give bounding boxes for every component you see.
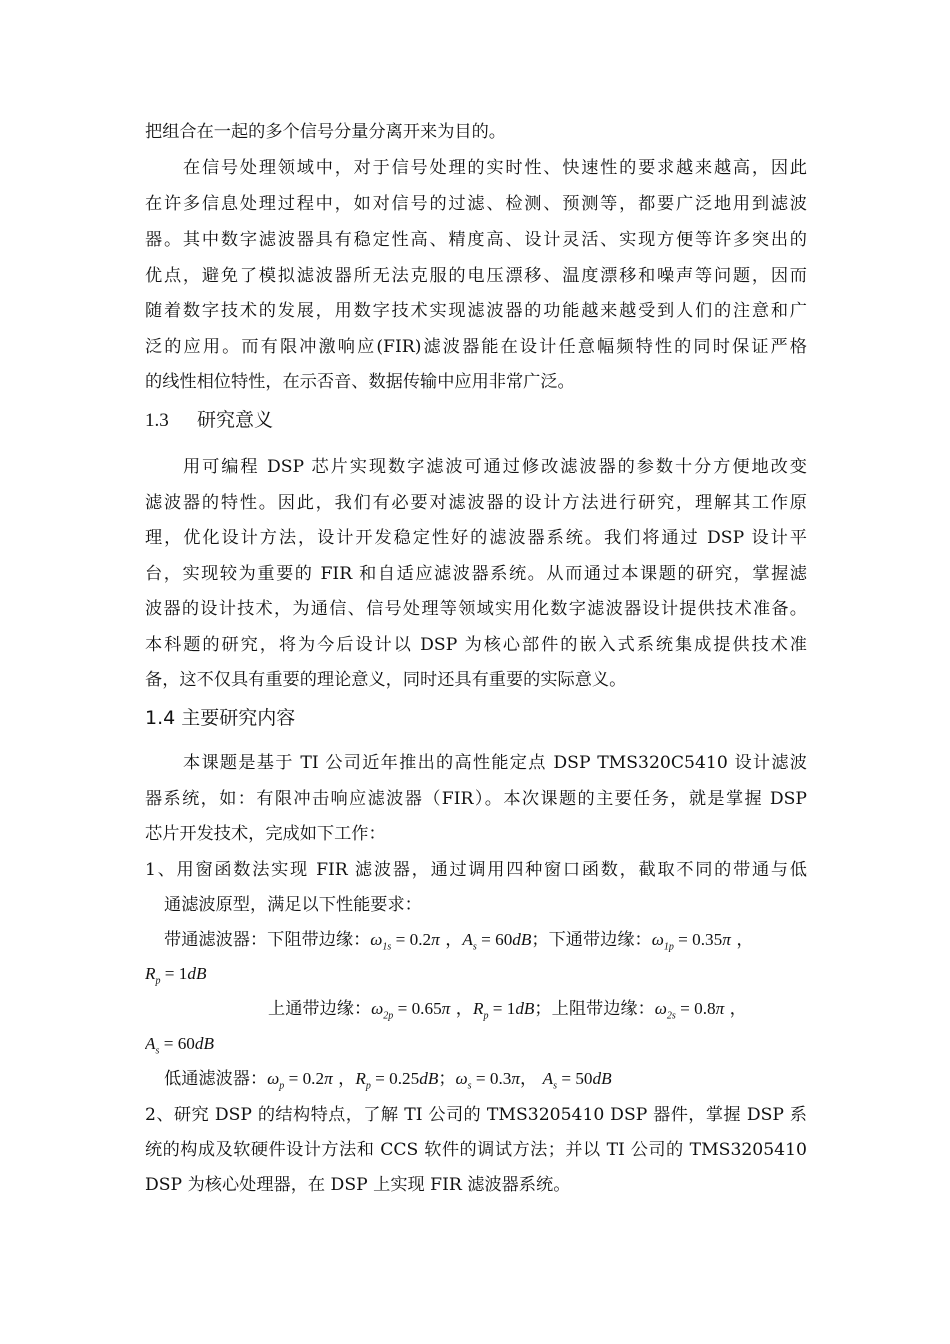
bandpass-spec-line-1: 带通滤波器：下阻带边缘：$\omega_{1s} = 0.2\pi$ ，$A_s = 60dB$；下通带边缘：$\omega_{1p} = 0.35\pi$ ，: [164, 930, 754, 953]
section-number: 1.3: [145, 410, 169, 431]
list-item-1-cont: 通滤波原型，满足以下性能要求：: [164, 895, 422, 915]
list-item-2: 2、研究 DSP 的结构特点，了解 TI 公司的 TMS3205410 DSP 器件，掌握 DSP 系: [145, 1105, 807, 1125]
paragraph-line: 随着数字技术的发展，用数字技术实现滤波器的功能越来越受到人们的注意和广: [145, 301, 807, 321]
paragraph-line: 泛的应用。而有限冲激响应(FIR)滤波器能在设计任意幅频特性的同时保证严格: [145, 337, 807, 357]
bandpass-spec-As: $A_s = 60dB$: [145, 1034, 214, 1057]
paragraph-line: 用可编程 DSP 芯片实现数字滤波可通过修改滤波器的参数十分方便地改变: [183, 457, 807, 477]
paragraph-line: 滤波器的特性。因此，我们有必要对滤波器的设计方法进行研究，理解其工作原: [145, 493, 807, 513]
paragraph-line: 优点，避免了模拟滤波器所无法克服的电压漂移、温度漂移和噪声等问题，因而: [145, 266, 807, 286]
paragraph-line: 本科题的研究，将为今后设计以 DSP 为核心部件的嵌入式系统集成提供技术准: [145, 635, 807, 655]
paragraph-line: 器。其中数字滤波器具有稳定性高、精度高、设计灵活、实现方便等许多突出的: [145, 230, 807, 250]
paragraph-line: 波器的设计技术，为通信、信号处理等领域实用化数字滤波器设计提供技术准备。: [145, 599, 807, 619]
paragraph-line: 芯片开发技术，完成如下工作：: [145, 824, 386, 844]
paragraph-line: 备，这不仅具有重要的理论意义，同时还具有重要的实际意义。: [145, 670, 627, 690]
paragraph-line: 台，实现较为重要的 FIR 和自适应滤波器系统。从而通过本课题的研究，掌握滤: [145, 564, 807, 584]
paragraph-line: 在许多信息处理过程中，如对信号的过滤、检测、预测等，都要广泛地用到滤波: [145, 194, 807, 214]
paragraph-line: 理，优化设计方法，设计开发稳定性好的滤波器系统。我们将通过 DSP 设计平: [145, 528, 807, 548]
bandpass-spec-Rp: $R_p = 1dB$: [145, 964, 207, 987]
list-item-2-cont: 统的构成及软硬件设计方法和 CCS 软件的调试方法；并以 TI 公司的 TMS3205410: [145, 1140, 807, 1160]
paragraph-line: 在信号处理领域中，对于信号处理的实时性、快速性的要求越来越高，因此: [183, 158, 807, 178]
list-item-1: 1、用窗函数法实现 FIR 滤波器，通过调用四种窗口函数，截取不同的带通与低: [145, 860, 807, 880]
paragraph-line: 器系统，如：有限冲击响应滤波器（FIR）。本次课题的主要任务，就是掌握 DSP: [145, 789, 807, 809]
list-item-2-cont: DSP 为核心处理器，在 DSP 上实现 FIR 滤波器系统。: [145, 1175, 571, 1195]
paragraph-line: 的线性相位特性，在示否音、数据传输中应用非常广泛。: [145, 372, 575, 392]
lowpass-spec-line: 低通滤波器：$\omega_p = 0.2\pi$ ，$R_p = 0.25dB$；$\omega_s = 0.3\pi$， $A_s = 50dB$: [164, 1069, 612, 1092]
paragraph-line: 本课题是基于 TI 公司近年推出的高性能定点 DSP TMS320C5410 设计滤波: [183, 753, 807, 773]
section-title: 研究意义: [197, 409, 274, 431]
section-heading-1-3: [145, 408, 807, 433]
section-heading-1-4: 1.4 主要研究内容: [145, 707, 296, 729]
bandpass-spec-line-2: 上通带边缘：$\omega_{2p} = 0.65\pi$ ，$R_p = 1dB$；上阻带边缘：$\omega_{2s} = 0.8\pi$ ，: [268, 999, 747, 1022]
paragraph-line: 把组合在一起的多个信号分量分离开来为目的。: [145, 122, 506, 142]
